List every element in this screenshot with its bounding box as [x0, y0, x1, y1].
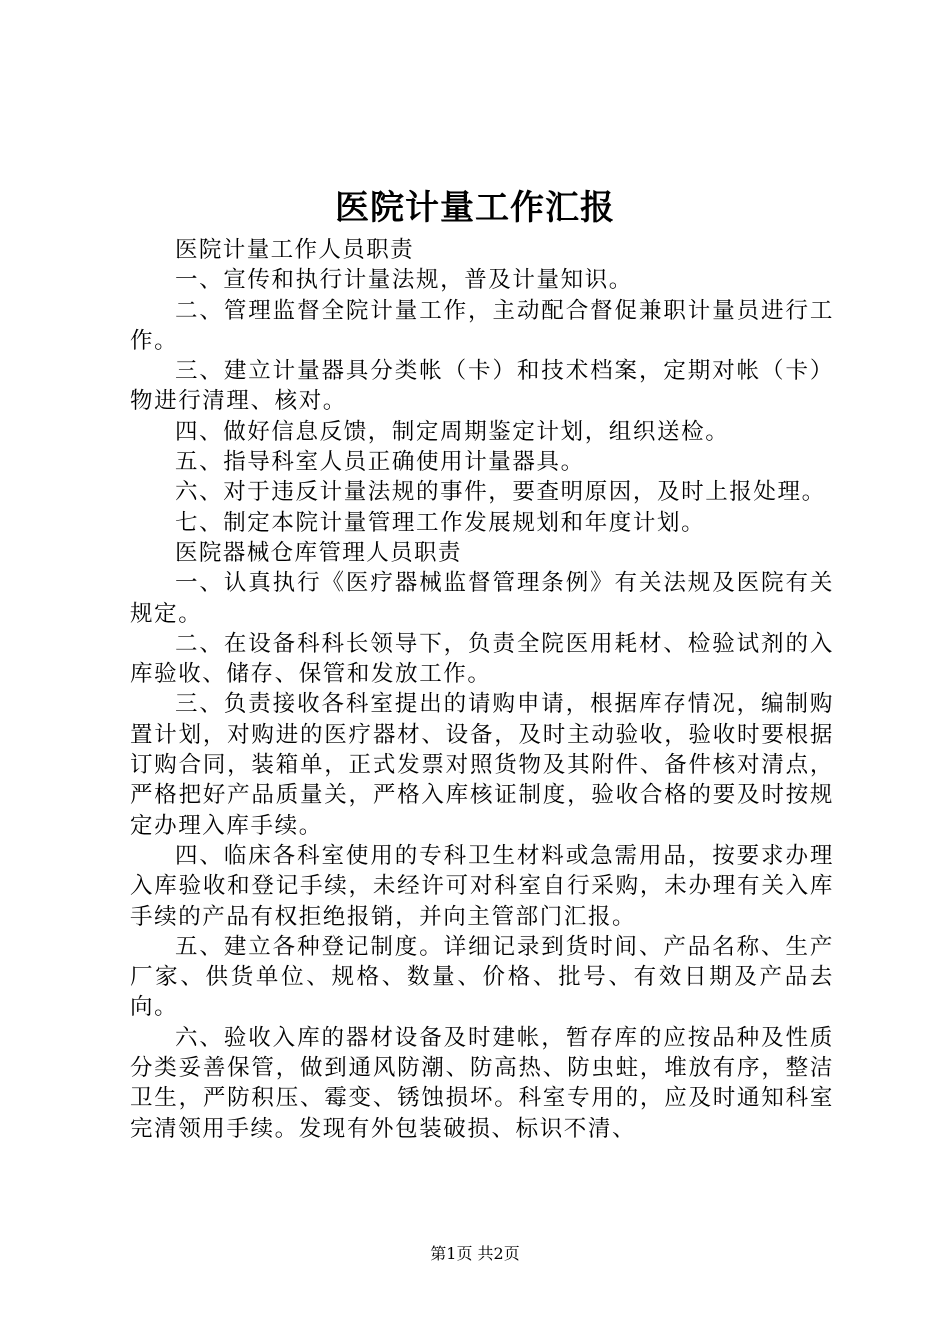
paragraph: 二、在设备科科长领导下，负责全院医用耗材、检验试剂的入库验收、储存、保管和发放工作。 [130, 630, 834, 688]
paragraph: 五、指导科室人员正确使用计量器具。 [175, 449, 585, 476]
paragraph: 二、管理监督全院计量工作，主动配合督促兼职计量员进行工作。 [130, 297, 834, 354]
document-title: 医院计量工作汇报 [335, 188, 615, 228]
paragraph: 七、制定本院计量管理工作发展规划和年度计划。 [175, 509, 706, 536]
paragraph: 四、做好信息反馈，制定周期鉴定计划，组织送检。 [175, 418, 730, 445]
paragraph: 六、对于违反计量法规的事件，要查明原因，及时上报处理。 [175, 479, 826, 506]
paragraph: 三、负责接收各科室提出的请购申请，根据库存情况，编制购置计划，对购进的医疗器材、设备，及时主动验收，验收时要根据订购合同，装箱单，正式发票对照货物及其附件、备件核对清点，严格把好产品质量关，严格入库核证制度，验收合格的要及时按规定办理入库手续。 [130, 691, 834, 839]
page-number: 第1页 共2页 [430, 1244, 520, 1263]
section-heading-metrology-staff: 医院计量工作人员职责 [175, 237, 415, 263]
document-body [130, 235, 834, 1144]
section-heading-warehouse-staff: 医院器械仓库管理人员职责 [175, 539, 462, 566]
paragraph: 一、认真执行《医疗器械监督管理条例》有关法规及医院有关规定。 [130, 570, 834, 627]
paragraph: 五、建立各种登记制度。详细记录到货时间、产品名称、生产厂家、供货单位、规格、数量、价格、批号、有效日期及产品去向。 [130, 933, 834, 1021]
page-footer [0, 1243, 950, 1265]
paragraph: 六、验收入库的器材设备及时建帐，暂存库的应按品种及性质分类妥善保管，做到通风防潮、防高热、防虫蛀，堆放有序，整洁卫生，严防积压、霉变、锈蚀损坏。科室专用的，应及时通知科室完清领用手续。发现有外包装破损、标识不清、 [130, 1024, 834, 1142]
paragraph: 一、宣传和执行计量法规，普及计量知识。 [175, 267, 633, 294]
paragraph: 四、临床各科室使用的专科卫生材料或急需用品，按要求办理入库验收和登记手续，未经许可对科室自行采购，未办理有关入库手续的产品有权拒绝报销，并向主管部门汇报。 [130, 842, 834, 930]
paragraph: 三、建立计量器具分类帐（卡）和技术档案，定期对帐（卡）物进行清理、核对。 [130, 358, 834, 415]
